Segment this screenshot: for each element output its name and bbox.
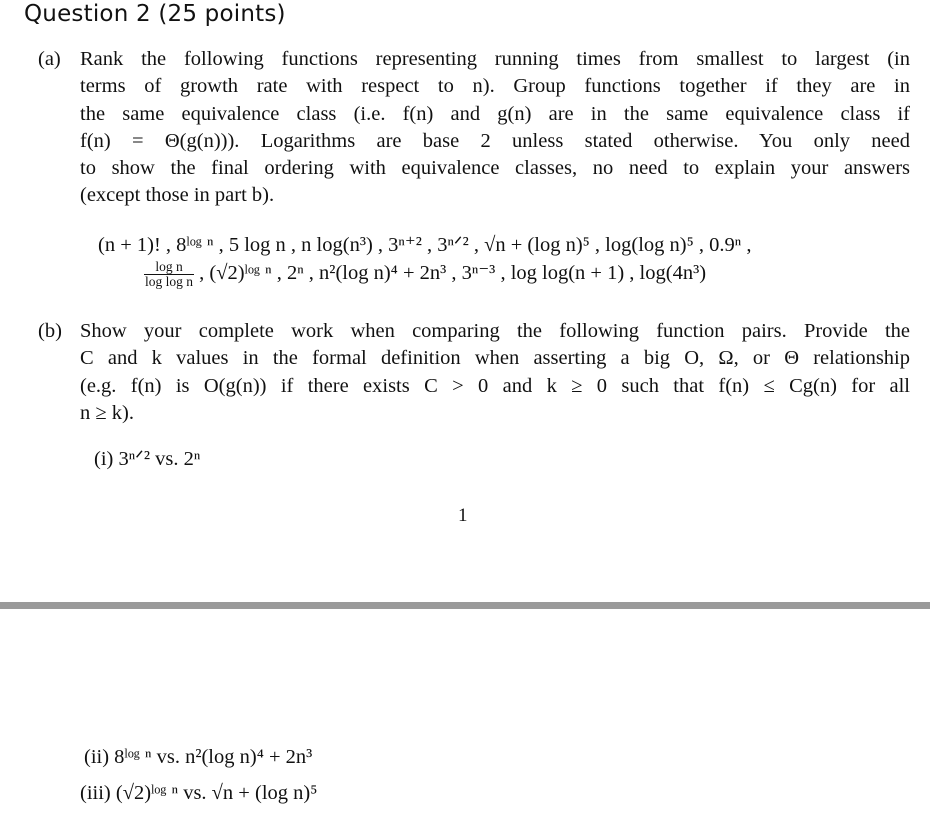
part-a-line: the same equivalence class (i.e. f(n) and g(n) are in the same equivalence class if <box>80 102 910 125</box>
part-b-line: (e.g. f(n) is O(g(n)) if there exists C > 0 and k ≥ 0 such that f(n) ≤ Cg(n) for all <box>80 374 910 397</box>
function-list-row-2-text: , (√2)ˡᵒᵍ ⁿ , 2ⁿ , n²(log n)⁴ + 2n³ , 3ⁿ⁻³ , log log(n + 1) , log(4n³) <box>199 262 707 285</box>
part-b-text <box>80 318 910 427</box>
part-a-line: f(n) = Θ(g(n))). Logarithms are base 2 unless stated otherwise. You only need <box>80 129 910 152</box>
subquestion-iii: (iii) (√2)ˡᵒᵍ ⁿ vs. √n + (log n)⁵ <box>80 782 318 804</box>
page-divider <box>0 602 930 609</box>
part-a-text <box>80 46 910 210</box>
log-ratio-fraction <box>144 260 194 289</box>
subquestion-ii: (ii) 8ˡᵒᵍ ⁿ vs. n²(log n)⁴ + 2n³ <box>84 746 313 768</box>
part-b-line: Show your complete work when comparing the following function pairs. Provide the <box>80 320 910 342</box>
part-a <box>24 46 910 210</box>
part-b-line: C and k values in the formal definition when asserting a big O, Ω, or Θ relationship <box>80 347 910 370</box>
page-number: 1 <box>458 505 468 526</box>
function-list-row-2 <box>144 260 706 289</box>
part-b <box>24 318 910 427</box>
part-a-line: terms of growth rate with respect to n). Group functions together if they are in <box>80 75 910 98</box>
part-a-label: (a) <box>38 48 61 70</box>
part-a-line: Rank the following functions representing running times from smallest to largest (in <box>80 48 910 70</box>
part-b-line: n ≥ k). <box>80 401 134 424</box>
part-a-line: (except those in part b). <box>80 184 275 207</box>
function-list-row-1: (n + 1)! , 8ˡᵒᵍ ⁿ , 5 log n , n log(n³) , 3ⁿ⁺² , 3ⁿᐟ² , √n + (log n)⁵ , log(log n)⁵ , 0.9ⁿ , <box>98 234 752 256</box>
question-title: Question 2 (25 points) <box>24 1 286 27</box>
fraction-numerator: log n <box>144 260 194 275</box>
part-b-label: (b) <box>38 320 62 342</box>
part-a-line: to show the final ordering with equivalence classes, no need to explain your answers <box>80 157 910 180</box>
subquestion-i: (i) 3ⁿᐟ² vs. 2ⁿ <box>94 448 201 470</box>
fraction-denominator: log log n <box>145 274 194 289</box>
